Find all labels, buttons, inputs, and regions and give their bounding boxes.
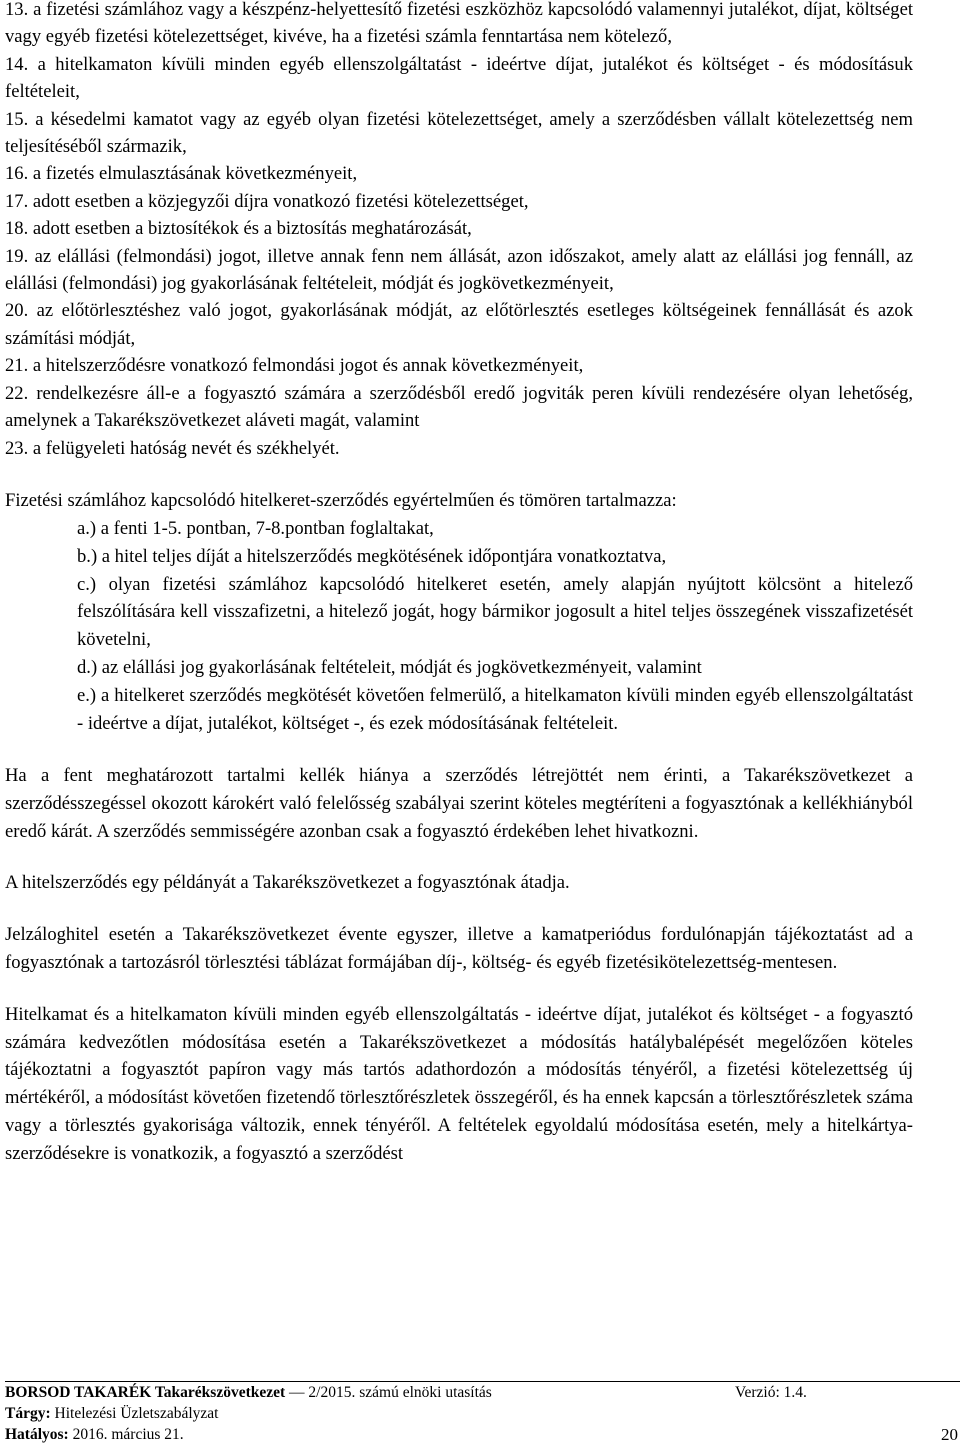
paragraph: Jelzáloghitel esetén a Takarékszövetkezet évente egyszer, illetve a kamatperiódus fordulónapján tájékoztatást ad a fogyasztónak a tartozásról törlesztési táblázat formájában díj-, költség- és egyéb fizetésikötelezettség-mentesen. bbox=[5, 924, 913, 973]
sub-list-item: d.) az elállási jog gyakorlásának feltételeit, módját és jogkövetkezményeit, valamint bbox=[77, 657, 702, 679]
list-item: 15. a késedelmi kamatot vagy az egyéb olyan fizetési kötelezettséget, amely a szerződésben vállalt kötelezettség nem teljesítéséből származik, bbox=[5, 108, 913, 158]
list-item: 22. rendelkezésre áll-e a fogyasztó számára a szerződésből eredő jogviták peren kívüli rendezésére olyan lehetőség, amelynek a Takarékszövetkezet aláveti magát, valamint bbox=[5, 382, 913, 432]
footer-version: Verzió: 1.4. bbox=[735, 1384, 807, 1401]
list-item: 23. a felügyeleti hatóság nevét és székhelyét. bbox=[5, 437, 340, 459]
footer-ref: 2/2015. számú elnöki utasítás bbox=[308, 1384, 492, 1401]
sub-list-item: b.) a hitel teljes díját a hitelszerződés megkötésének időpontjára vonatkoztatva, bbox=[77, 545, 667, 567]
list-item: 18. adott esetben a biztosítékok és a biztosítás meghatározását, bbox=[5, 218, 472, 240]
page-footer: BORSOD TAKARÉK Takarékszövetkezet — 2/2015. számú elnöki utasítás Verzió: 1.4. Tárgy: Hitelezési Üzletszabályzat Hatályos: 2016. március 21. 20 bbox=[5, 1381, 960, 1445]
list-item: 14. a hitelkamaton kívüli minden egyéb ellenszolgáltatást - ideértve díjat, jutalékot és költséget - és módosításuk feltételeit, bbox=[5, 53, 913, 103]
sub-list-item: a.) a fenti 1-5. pontban, 7-8.pontban foglaltakat, bbox=[77, 517, 434, 539]
footer-org: BORSOD TAKARÉK Takarékszövetkezet bbox=[5, 1384, 286, 1401]
footer-effective-label: Hatályos: bbox=[5, 1426, 69, 1443]
paragraph: Ha a fent meghatározott tartalmi kellék hiánya a szerződés létrejöttét nem érinti, a Takarékszövetkezet a szerződésszegéssel okozott károkért való felelősség szabályai szerint köteles megtéríteni a fogyasztónak a kellékhiányból eredő kárát. A szerződés semmisségére azonban csak a fogyasztó érdekében lehet hivatkozni. bbox=[5, 764, 913, 842]
sub-list-item: e.) a hitelkeret szerződés megkötését követően felmerülő, a hitelkamaton kívüli minden egyéb ellenszolgáltatást - ideértve a díjat, jutalékot, költséget -, és ezek módosításának feltételeit. bbox=[77, 685, 913, 735]
document-body bbox=[5, 0, 913, 1168]
sub-items-list bbox=[77, 515, 913, 738]
paragraph: Hitelkamat és a hitelkamaton kívüli minden egyéb ellenszolgáltatás - ideértve díjat, jutalékot és költséget - a fogyasztó számára kedvezőtlen módosítása esetén a Takarékszövetkezet a módosítás hatálybalépését megelőzően köteles tájékoztatni a fogyasztót papíron vagy más tartós adathordozón a módosítás tényéről, a fizetési kötelezettség új mértékéről, a módosítást követően fizetendő törlesztőrészletek összegéről, és ha ennek kapcsán a törlesztőrészletek száma vagy a törlesztés gyakorisága változik, ennek tényéről. A feltételek egyoldalú módosítása esetén, mely a hitelkártya-szerződésekre is vonatkozik, a fogyasztó a szerződést bbox=[5, 1003, 913, 1164]
sub-list-item: c.) olyan fizetési számlához kapcsolódó hitelkeret esetén, amely alapján nyújtott kölcsönt a hitelező felszólítására kell visszafizetni, a hitelező jogát, hogy bármikor jogosult a hitel teljes összegének visszafizetését követelni, bbox=[77, 573, 913, 651]
list-item: 21. a hitelszerződésre vonatkozó felmondási jogot és annak következményeit, bbox=[5, 355, 584, 377]
footer-subject: Hitelezési Üzletszabályzat bbox=[54, 1405, 219, 1422]
paragraph: A hitelszerződés egy példányát a Takarékszövetkezet a fogyasztónak átadja. bbox=[5, 872, 570, 894]
footer-effective-date: 2016. március 21. bbox=[72, 1426, 184, 1443]
footer-subject-label: Tárgy: bbox=[5, 1405, 51, 1422]
page-number: 20 bbox=[941, 1425, 958, 1444]
content-items-list bbox=[5, 0, 913, 462]
sublist-intro: Fizetési számlához kapcsolódó hitelkeret-szerződés egyértelműen és tömören tartalmazza: bbox=[5, 489, 677, 511]
list-item: 17. adott esetben a közjegyzői díjra vonatkozó fizetési kötelezettséget, bbox=[5, 190, 529, 212]
list-item: 13. a fizetési számlához vagy a készpénz-helyettesítő fizetési eszközhöz kapcsolódó valamennyi jutalékot, díjat, költséget vagy egyéb fizetési kötelezettséget, kivéve, ha a fizetési számla fenntartása nem kötelező, bbox=[5, 0, 913, 48]
list-item: 19. az elállási (felmondási) jogot, illetve annak fenn nem állását, azon időszakot, amely alatt az elállási jog fennáll, az elállási (felmondási) jog gyakorlásának feltételeit, módját és jogkövetkezményeit, bbox=[5, 245, 913, 295]
list-item: 20. az előtörlesztéshez való jogot, gyakorlásának módját, az előtörlesztés esetleges költségeinek fennállását és azok számítási módját, bbox=[5, 300, 913, 349]
list-item: 16. a fizetés elmulasztásának következményeit, bbox=[5, 163, 358, 185]
